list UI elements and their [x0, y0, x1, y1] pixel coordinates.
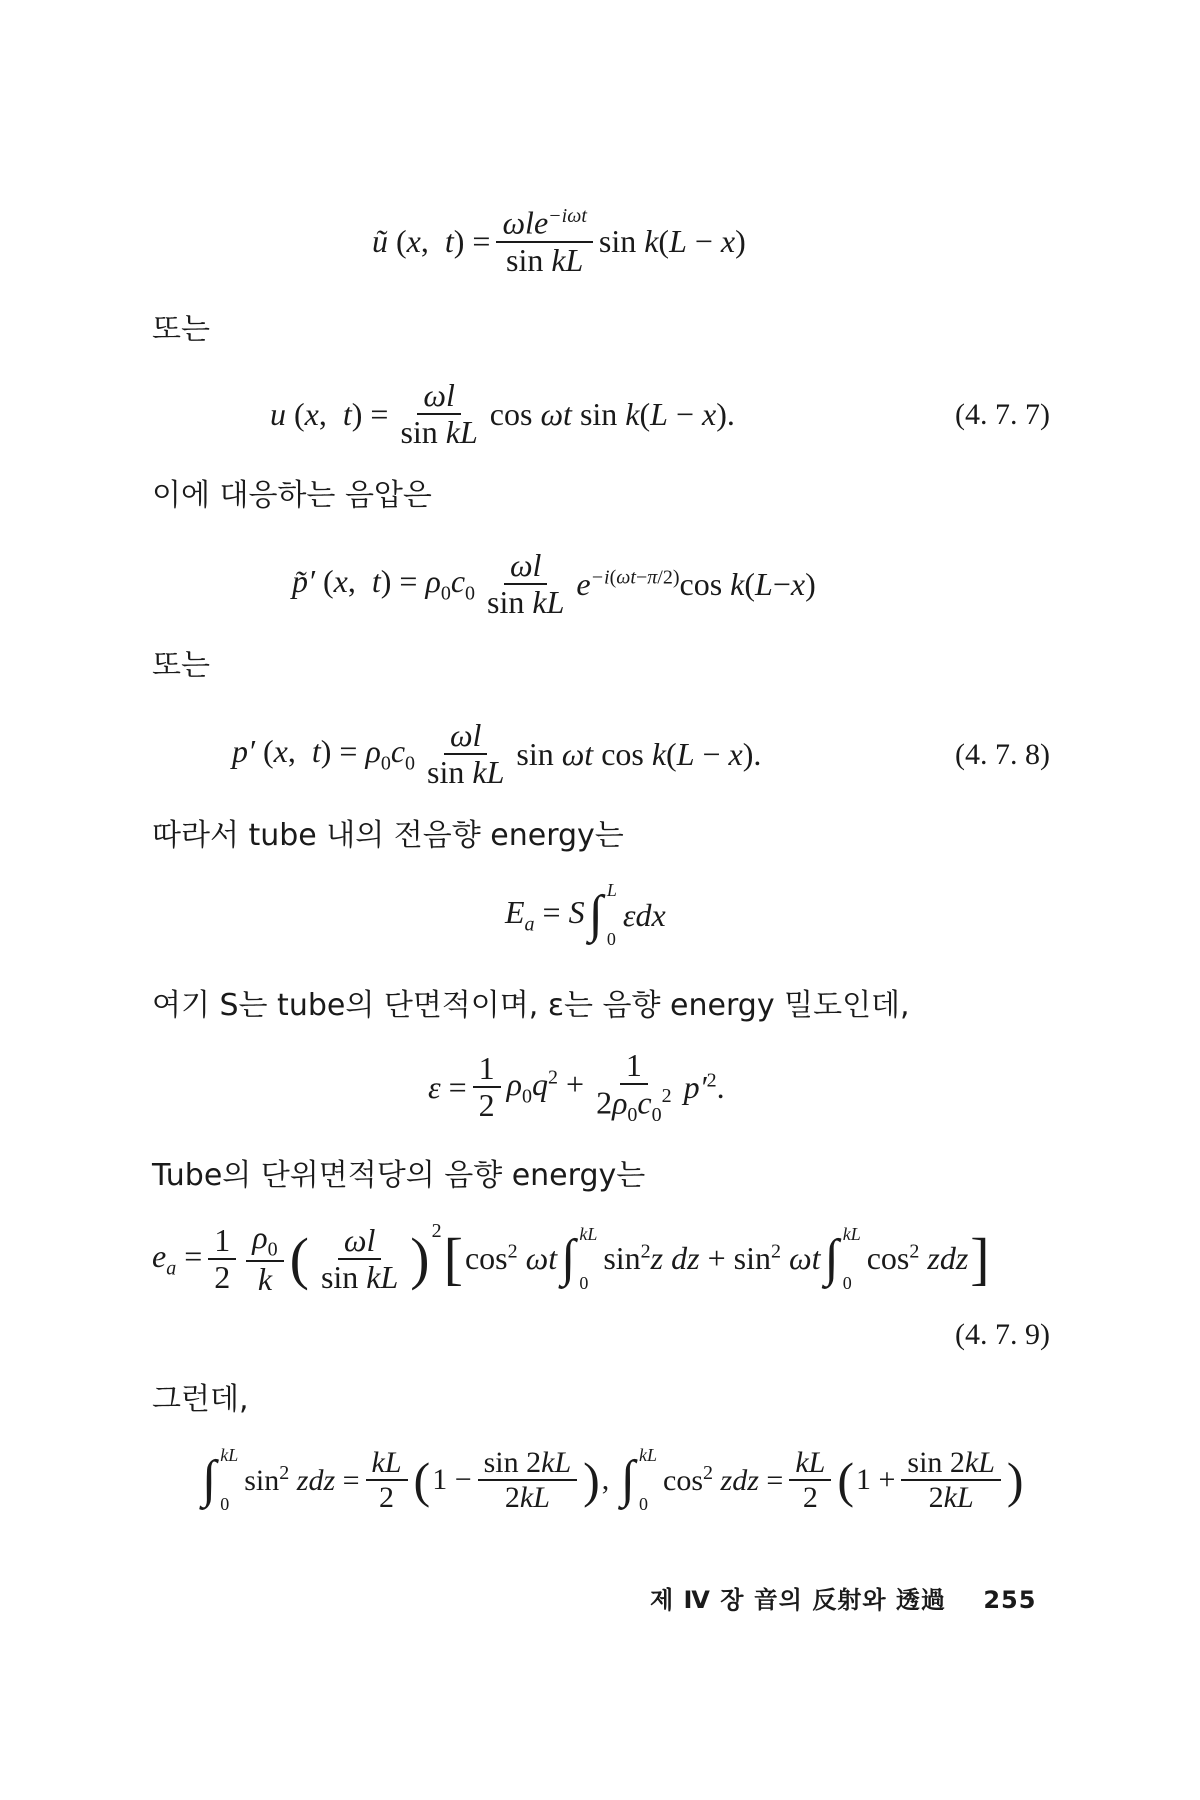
equation-u-tilde: ũ (x, t) = $\frac{\omega le^{-i\omega t}}{\text{sin kL}}$ sin k(L − x) [372, 204, 746, 278]
page-footer [650, 1580, 1036, 1615]
equation-4-7-7: u (x, t) = $\frac{\omega l}{\text{sin kL}}$ cos ωt sin k(L − x). [270, 377, 735, 451]
text-corresponding-pressure: 이에 대응하는 음압은 [152, 478, 432, 513]
equation-energy-total: $E_a = S$ ∫ L 0 εdx [505, 880, 666, 949]
equation-p-tilde: p̃′ (x, $t) = \rho_0c_0$ $\frac{\omega l}{\text{sin kL}}$ $e^{-i(\omega t-\pi/2)}\cos$ k(L−x) [292, 547, 816, 621]
equation-4-7-9: $e_a$ = $\frac{1}{2}$ $\frac{\rho_0}{k}$ ( $\frac{\omega l}{\text{sin kL}}$ ) 2 [ $\cos^2 \omega t$ ∫ kL 0 $\sin^2z$ dz + $\sin^2 \omega t$ ∫ kL 0 $\cos^2$ zdz ] [152, 1219, 990, 1298]
equation-number-4-7-8: (4. 7. 8) [955, 738, 1050, 771]
page-number: 255 [983, 1586, 1037, 1614]
text-per-unit-area: Tube의 단위면적당의 음향 energy는 [152, 1158, 646, 1193]
equation-integral-identities: ∫ kL 0 $\sin^2$ zdz = $\frac{kL}{2}$ ( 1 − $\frac{\sin 2kL}{2kL}$ ) , ∫ kL 0 $\cos^2$ zdz = $\frac{kL}{2}$ ( 1 + $\frac{\sin 2kL}{2kL}$ ) [202, 1445, 1024, 1514]
equation-4-7-8: p′ (x, $t) = \rho_0c_0$ $\frac{\omega l}{\text{sin kL}}$ sin ωt cos k(L − x). [232, 717, 762, 791]
chapter-title: 제 Ⅳ 장 音의 反射와 透過 [650, 1586, 946, 1614]
text-or-1: 또는 [152, 312, 210, 347]
text-however: 그런데, [152, 1382, 249, 1417]
text-cross-section: 여기 S는 tube의 단면적이며, ε는 음향 energy 밀도인데, [152, 988, 910, 1023]
equation-energy-density: ε = $\frac{1}{2}$ $\rho_0q^2$ + $\frac{1}{2\rho_0c_0^2}$ $p'^2$. [428, 1047, 725, 1127]
text-total-energy: 따라서 tube 내의 전음향 energy는 [152, 818, 624, 853]
equation-number-4-7-9: (4. 7. 9) [955, 1318, 1050, 1351]
equation-number-4-7-7: (4. 7. 7) [955, 398, 1050, 431]
text-or-2: 또는 [152, 648, 210, 683]
